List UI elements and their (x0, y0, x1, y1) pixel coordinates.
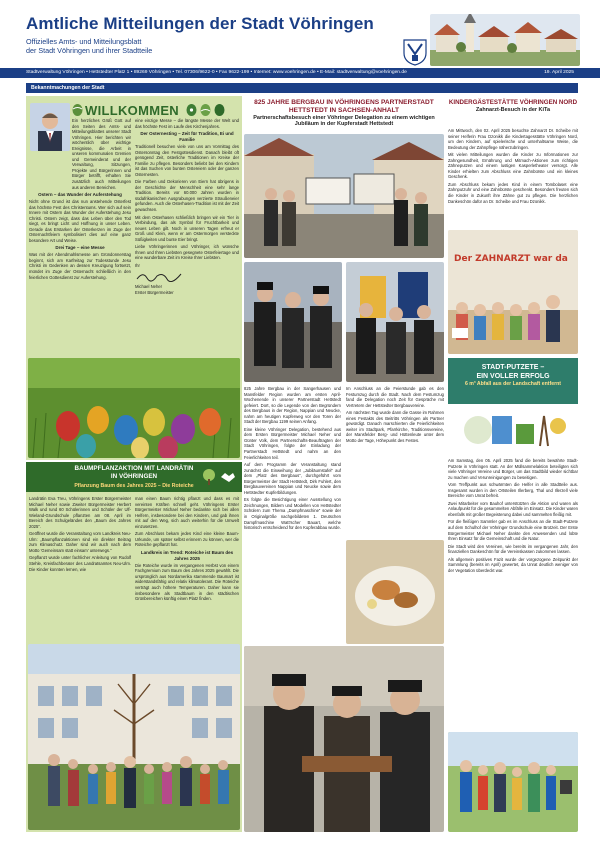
bergbau-text-1: 825 Jahre Bergbau in der Sangerhausen und Mansfelder Region wurden am ersten April-Wochenende in unserer Partnerstadt Hettstedt gefeiert. Dort, so die Legende von den Begründern des Bergbaus in der Region, Nappian und Neucke, nahm am heutigen Kupferweg vor den Toren der Stadt der Bergbau 1199 seinen Anfang. (244, 386, 341, 425)
signature-role: Erster Bürgermeister (135, 289, 174, 295)
tree-planting-text-2: Geöffnet wurde die Veranstaltung vom Landkreis Neu-Ulm: „Baumpflanzaktionen sind ein direkter Beitrag zum Klimaschutz. Daher sind wir auch nach dem Motto 'Gemeinsam statt einsam' unterwegs.“ (29, 531, 131, 553)
tree-planting-column-left (29, 496, 131, 642)
welcome-col2-intro: eine einzige Messe – die längste Messe der Welt und das höchste Fest im Laufe des Kirchenjahres. (135, 118, 239, 129)
tree-planting-title-box (26, 462, 242, 492)
bergbau-photo-miners (244, 646, 444, 832)
handshake-icon (220, 471, 236, 483)
signature-prefix: Ihr (135, 262, 140, 268)
osternesting-heading: Der Osternesting – Zeit für Tradition, Ei und Familie (140, 131, 234, 143)
welcome-heading: WILLKOMMEN (85, 103, 179, 118)
putzete-title-1: STADT-PUTZETE – (481, 364, 545, 371)
kita-text-1: Am Mittwoch, den 02. April 2025 besuchte Zahnarzt Dr. Scheibe mit seiner Helferin Frau Dzonikk die Kindertagesstätte Vöhringen Nord, um den Kindern, auf spielerische und unterhaltsame Weise, die Bedeutung der Zahnpflege näherzubringen. (448, 128, 578, 150)
easter-eggs-photo (28, 358, 240, 458)
subtitle-line-2: der Stadt Vöhringen und ihrer Stadtteile (26, 46, 153, 56)
osterhase-text: Mit dem Osterhasen schließlich bringen wir ein Tier in Verbindung, das als Symbol für Fruchtbarkeit und neues Leben gilt. Noch in unseren Tagen erfreut er Groß und Klein, wenn er am Ostermorgen versteckte Süßigkeiten und bunte Eier bringt. (135, 214, 239, 242)
putzete-text-6: Als allgemein positives Fazit wurde der vorgezogene Zeitpunkt der Sammlung (bereits im April) gewertet, da Unrat deutlich weniger von der Vegetation überdeckt war. (448, 556, 578, 573)
putzete-title-box (448, 358, 578, 404)
osternesting-text: Traditionell besuchen viele von uns am Vormittag des Ostersonntag den Festgottesdienst. Danach bleibt oft genügend Zeit, österliche Traditionen im Kreise der Familie zu pflegen. Besonders beliebt bei den Kindern ist das Suchen von bunten Ostereiern oder der ganzen Osternesten. (135, 143, 239, 177)
putzete-text-2: Vom Treffpunkt aus schwärmten die Helfer in alle Stadtteile aus. Insgesamt wurden in den Ortsteilen Illerberg, Thal und Illerzell viele Bereiche vom Unrat befreit. (448, 482, 578, 499)
page-title: Amtliche Mitteilungen der Stadt Vöhringen (26, 14, 374, 33)
page-footer-margin (0, 843, 600, 850)
bergbau-text-6: Am nächsten Tag wurde dann die Gasse im Rahmen eines Festakts des Beitritts Vöhringen als Partner gewürdigt. Danach marschierten die Feierlichkeiten weiter im Stadtpark, Pfarrkirche, Traditionsvereine, der Mansfelder Berg- und Hüttenleute unter dem Motto der Tage, Höhepunkt des Festes. (346, 410, 444, 443)
contact-info: Stadtverwaltung Vöhringen • Hettstedter Platz 1 • 89269 Vöhringen • Tel. 07306/9622-0 • Fax 9622-199 • Internet: www.voehringen.de • E-Mail: stadtverwaltung@voehringen.de (26, 70, 407, 75)
tree-planting-col2-text-2: Zum Abschluss bekam jedes Kind eine kleine Baum-Urkunde, um später selbst erinnern zu können, wer die Roteiche gepflanzt hat. (135, 531, 239, 548)
tree-planting-title: BAUMPFLANZAKTION MIT LANDRÄTIN (74, 465, 194, 472)
tree-planting-text-1: Landrätin Eva Treu, Vöhringens Erster Bürgermeister Michael Neher sowie Zweiter Bürgermeister Herbert Walk und rund 60 Schülerinnen und Schüler der Ulf-Wieland-Grundschule pflanzten am 08. April im Bereich des Schulgeländes den „Baum des Jahres 2025“. (29, 496, 131, 529)
welcome-column-right (135, 118, 239, 356)
ostern-text: Nicht ohne Grund ist das nun anstehende Osterfest das höchste Fest des Christentums. Wer sich auf sein Innere mit Ostern das Wunder der Auferstehung Jesu Christi. Ostern zeigt, dass das Leben über den Tod siegt, es bringt Licht und Hoffnung in unser Leben. Gerade das Erstarken der Osterkerzen im Zuge der Osternachtfeiern symbolisiert dies auf eine ganz besondere Art und Weise. (29, 199, 131, 243)
bergbau-header (244, 96, 444, 132)
signature-name: Michael Neher (135, 284, 162, 289)
welcome-intro: Ein herzliches Grüß Gott auf den Seiten des Amts- und Mitteilungsblattes unserer Stadt Vöhringen. Hier berichten wir wöchentlich über wichtige Ereignisse, die Arbeit in unseren kommunalen Gremien und Gemeinderat und der Verwaltung, Sitzungen, Projekte und Bürgerinnen und Bürger betrifft, erhalten Sie zusätzlich auch Mitteilungen aus anderen Bereichen. (72, 118, 131, 190)
putzete-text-1: Am Samstag, den 05. April 2025 fand die bereits bewährte Stadt-Putzete in Vöhringen statt. An der Müllsammelaktion beteiligten sich viele Vöhringer Vereine und Bürger, um das Stadtbild wieder sichtbar zu machen und Verunreinigungen zu beseitigen. (448, 458, 578, 480)
tree-icon (202, 469, 216, 485)
tree-planting-title-line2: IN VÖHRINGEN (110, 473, 158, 481)
bergbau-title: 825 JAHRE BERGBAU IN VÖHRINGENS PARTNERSTADT HETTSTEDT IN SACHSEN-ANHALT (254, 99, 434, 114)
bergbau-photo-banners (346, 262, 444, 382)
town-skyline-image (430, 14, 580, 66)
kita-subtitle: Zahnarzt-Besuch in der KiTa (475, 107, 551, 114)
baum-des-jahres-heading: Landkreis im Trend: Roteiche ist Baum des Jahres 2025 (140, 549, 234, 561)
masthead (0, 0, 600, 72)
issue-date: 19. April 2025 (544, 70, 574, 75)
easter-egg-icon (214, 103, 225, 116)
kita-text (448, 128, 578, 228)
section-heading: Bekanntmachungen der Stadt (26, 83, 578, 93)
bergbau-text-2: Eine kleine Vöhringer Delegation, bestehend aus dem Ersten Bürgermeister Michael Neher und Günter Volk, dem Partnerschafts-Beauftragten der Stadt Vöhringen, folgte der Einladung der Partnerstadt Hettstedt und nahm an den Feierlichkeiten teil. (244, 426, 341, 460)
kita-title: KINDERGÄSTESTÄTTE VÖHRINGEN NORD (448, 99, 578, 106)
masthead-subtitle (26, 37, 152, 56)
contact-bar (0, 68, 600, 78)
putzete-text-5: Die Stadt wird den Vereinen, wie bereits im vergangenen Jahr, den finanziellen Dankeschön für die Vereinskassen zukommen lassen. (448, 543, 578, 555)
bergbau-column-right (346, 386, 444, 536)
city-crest-icon (402, 38, 428, 66)
kita-header (448, 96, 578, 126)
kita-text-2: Mit vielen Mitteilungen wurden die Kinder zu Informationen zur Zahngesundheit, Ernährung und Mitmach-Aktionen zum richtigen Zähneputzen und einem lustigen Kasperletheater versorgt. Alle Kinder erhielten zum Abschluss eine Zahnbürste und ein kleines Geschenk. (448, 152, 578, 180)
putzete-clipart (448, 406, 578, 456)
bergbau-text-5: Im Anschluss an die Feierstunde gab es den Festumzug durch die Stadt. Nach dem Festumzug fand die Delegation noch Zeit für Gespräche mit Vertretern der Hettstedter Bergbauvereine. (346, 386, 444, 408)
putzete-text-4: Für die fleißigen Sammler gab es im Anschluss an die Stadt-Putzete auf dem Schulhof der Vöhringer Grundschule eine Brotzeit. Der Erste Bürgermeister Michael Neher dankte den Anwesenden und lobte Ihren Einsatz für die Gemeinschaft und die Natur. (448, 519, 578, 542)
tree-planting-text-3: Gepflanzt wurde unter fachlicher Anleitung von Rudolf Stehle, Kreisfachberater des Landratsamtes Neu-Ulm. Die Kinder konnten lernen, wie (29, 555, 131, 572)
bergbau-photo-ceremony (244, 134, 444, 258)
signature-image (135, 270, 185, 282)
kita-text-3: Zum Abschluss bekam jedes Kind in einem Tombolaset eine Zahnputzuhr und eine Zahnbürste geschenkt. Besonders freuten sich die Kinder in Zukunft ihre Zähne gut zu pflegen. Die herzlichen Dankeschön dafür an Dr. Scheibe und Frau Dzonikk. (448, 181, 578, 204)
bergbau-column-left (244, 386, 341, 654)
bergbau-subtitle: Partnerschaftsbesuch einer Vöhringer Delegation zu einem wichtigen Jubiläum in der Kupferstadt Hettstedt (253, 115, 435, 128)
putzete-text (448, 458, 578, 730)
putzete-title-2: EIN VOLLER ERFOLG (476, 373, 550, 381)
easter-egg-icon (186, 103, 197, 116)
kita-photo (448, 230, 578, 354)
tree-planting-photo (28, 644, 240, 830)
tree-planting-col2-text-1: man einen Baum richtig pflanzt und dass es mit vereinten Kräften schnell geht. Vöhringens Erster Bürgermeister Michael Neher bedankte sich bei allen Helfern, insbesondere bei den Kindern, und gab ihnen mit auf den Weg, sich auch weiterhin für die Umwelt einzusetzen. (135, 496, 239, 529)
kita-photo-scene (448, 230, 578, 354)
dreitage-heading: Drei Tage – eine Messe (55, 245, 105, 251)
tree-planting-col2-text-3: Die Roteiche wurde im vergangenen Herbst von einem Fachgremium zum Baum des Jahres 2025 gewählt. Die ursprünglich aus Nordamerika stammende Baumart ist widerstandsfähig und relativ klimatolerant. Die Roteiche verträgt auch höhere Temperaturen. Daher kann sie insbesondere als Stadtbaum in den städtischen Grünbereichen künftig einen Platz finden. (135, 562, 239, 602)
easter-egg-icon (72, 103, 83, 116)
tree-planting-column-right (135, 496, 239, 642)
kita-photo-caption: Der ZAHNARZT war da (454, 254, 568, 264)
ostern-heading: Ostern – das Wunder der Auferstehung (38, 192, 122, 198)
bergbau-photo-food (346, 540, 444, 644)
putzete-photo (448, 732, 578, 832)
eier-text: Die Farben und Dekorieren von Eiern hat übrigens in der Geschichte der Menschheit eine sehr lange Tradition. Bereits vor 60.000 Jahren wurden in südafrikanischen Ausgrabungen verzierte Straußeneier gefunden. Auch die Osterhasen-Tradition ist mit der Zeit gewachsen. (135, 179, 239, 212)
tree-planting-subtitle: Pflanzung Baum des Jahres 2025 – Die Roteiche (74, 482, 194, 489)
bergbau-photo-parade (244, 262, 342, 382)
easter-egg-icon (200, 103, 211, 116)
bergbau-text-3: Auf dem Programm der Veranstaltung stand zunächst die Einweihung der „Jubiläumstafel“ auf dem „Platz des Bergbaus“, durchgeführt vom Bürgermeister der Stadt Hettstedt, Dirk Fuhlert, den Bergbauvereinen Nappian und Neucke sowie dem Hettstedter Kupferbildungen. (244, 462, 341, 495)
dreitage-text: Was mit der Abendmahlsmesse am Gründonnerstag beginnt, sich am Karfreitag zur Todesstunde Jesu Christi im Gedenken an dessen Kreuzigung fortsetzt, mündet im Zuge der Osternacht schließlich in den feierlichen Gottesdienst zur Auferstehung. (29, 252, 131, 280)
subtitle-line-1: Offizielles Amts- und Mitteilungsblatt (26, 37, 142, 46)
welcome-column-left (29, 118, 131, 338)
bergbau-text-4: Es folgte die Besichtigung einer Ausstellung von Zeichnungen, Bildern und Modellen von Hettstedter Schülern zum Thema „Dampfmaschine“ sowie der in Originalgröße nachgebildeten 1. Deutschen Dampfmaschine Watt'scher Bauart, welche historisch entscheidend für den Kupferabbau wurde. (244, 497, 341, 531)
putzete-text-3: Zwei Mitarbeiter vom Bauhof unterstützten die Aktion und waren als Anlaufpunkt für die gesammelten Abfälle im Einsatz. Die Kinder waren ebenfalls mit großer Begeisterung dabei und sammelten fleißig mit. (448, 500, 578, 517)
wuensche-text: Liebe Vöhringerinnen und Vöhringer, ich wünsche Ihnen und Ihren Liebsten gesegnete Osterfeiertage und eine wunderbare Zeit im Kreise Ihrer Liebsten. (135, 244, 239, 261)
putzete-title-3: 6 m³ Abfall aus der Landschaft entfernt (464, 381, 562, 388)
